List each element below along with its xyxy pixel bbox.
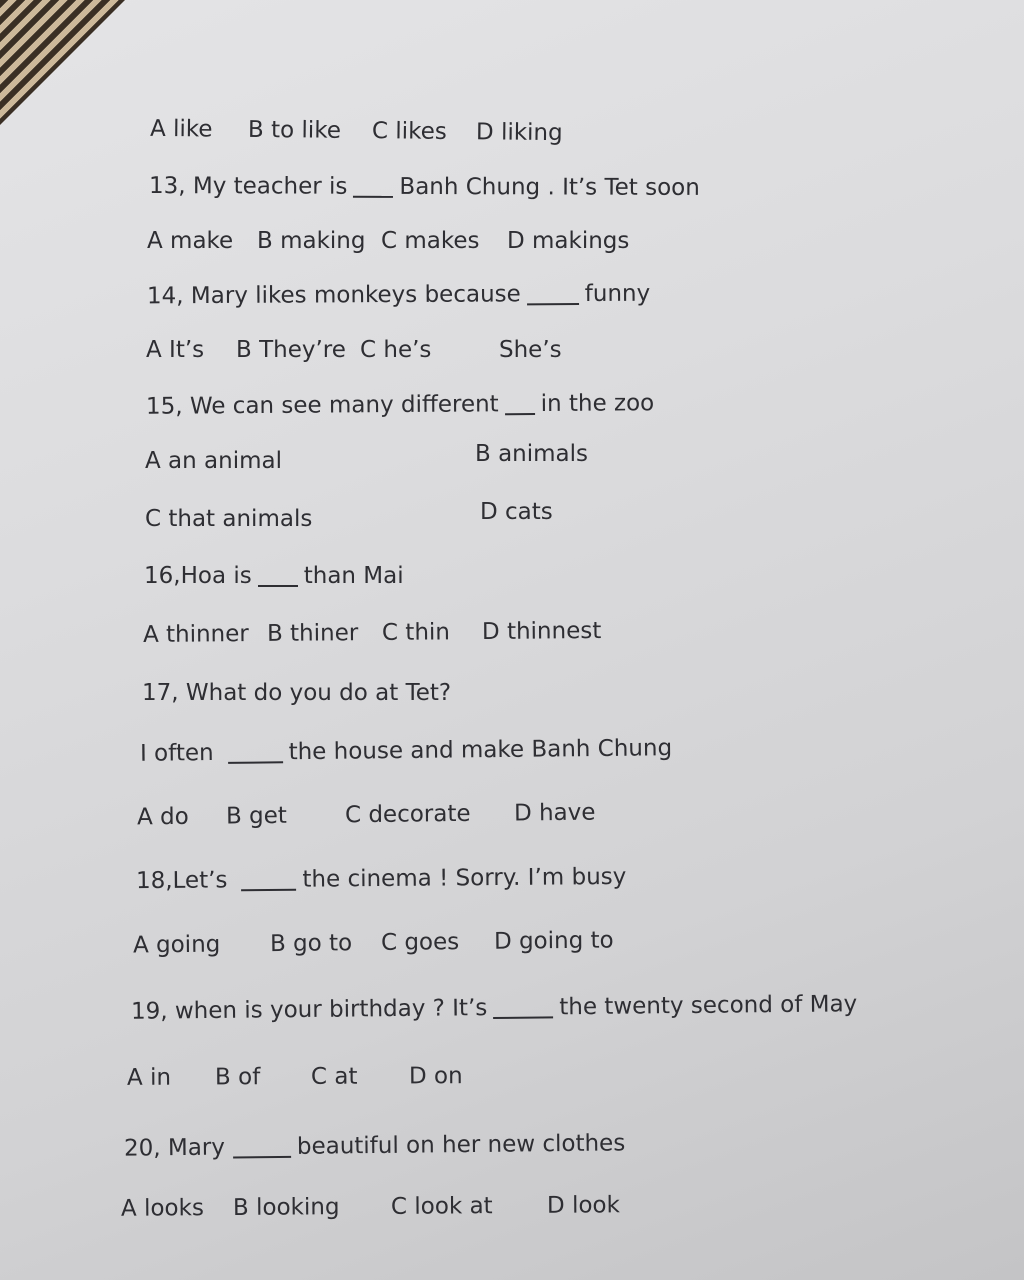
option-a: A going <box>132 931 221 959</box>
option-c: C decorate <box>344 800 471 829</box>
answer-blank <box>493 1015 553 1019</box>
question-text: 18,Let’s <box>135 867 228 895</box>
question-text: Banh Chung . It’s Tet soon <box>399 173 700 201</box>
option-c: C he’s <box>360 337 432 363</box>
question-13 <box>149 173 700 201</box>
option-b: B animals <box>475 441 589 467</box>
option-a: A like <box>149 115 213 143</box>
answer-options-13 <box>147 228 629 254</box>
question-text: the house and make Banh Chung <box>288 735 673 766</box>
option-c: C at <box>310 1063 358 1090</box>
question-16 <box>144 563 404 589</box>
question-text: 17, What do you do at Tet? <box>142 680 452 706</box>
question-14 <box>147 281 650 310</box>
option-b: B to like <box>247 116 342 144</box>
question-text: the cinema ! Sorry. I’m busy <box>302 863 627 893</box>
option-a: A do <box>136 803 189 831</box>
question-text: 15, We can see many different <box>145 391 499 420</box>
option-d: D thinnest <box>481 618 602 646</box>
answer-options-19 <box>127 1063 463 1091</box>
question-17-sentence <box>140 735 672 767</box>
question-text: 16,Hoa is <box>144 563 252 589</box>
question-text: than Mai <box>303 563 404 589</box>
option-d: D look <box>546 1192 620 1219</box>
option-b: B making <box>257 228 366 254</box>
question-text: I often <box>139 740 214 767</box>
option-b: B get <box>225 802 287 830</box>
question-text: funny <box>584 280 651 308</box>
answer-blank <box>242 888 297 891</box>
option-d: D makings <box>507 228 630 254</box>
option-d: D liking <box>475 119 563 147</box>
question-text: 19, when is your birthday ? It’s <box>130 995 488 1025</box>
option-a: A make <box>147 228 234 254</box>
option-c: C goes <box>380 929 460 956</box>
question-text: in the zoo <box>540 390 655 418</box>
question-15 <box>146 390 654 420</box>
option-d: D have <box>513 799 596 827</box>
question-17 <box>142 680 451 706</box>
answer-blank <box>527 302 579 305</box>
option-b: B go to <box>269 930 353 958</box>
option-c: C makes <box>381 228 480 254</box>
option-d: D going to <box>493 927 614 955</box>
option-a: A It’s <box>146 337 205 363</box>
question-text: beautiful on her new clothes <box>296 1130 626 1160</box>
option-d: D on <box>408 1063 463 1090</box>
question-text: 20, Mary <box>123 1134 226 1162</box>
answer-options-17 <box>137 800 596 831</box>
answer-options-15-row1 <box>145 441 589 474</box>
option-a: A in <box>126 1064 172 1091</box>
option-d: She’s <box>499 337 562 363</box>
answer-blank <box>353 195 393 198</box>
answer-options-16 <box>143 618 602 648</box>
option-c: C thin <box>381 619 451 646</box>
answer-blank <box>258 584 298 587</box>
option-b: B They’re <box>236 337 346 363</box>
answer-options-18 <box>133 927 614 958</box>
option-b: B thiner <box>266 620 359 647</box>
option-c: C look at <box>390 1193 493 1220</box>
option-b: B looking <box>232 1194 340 1221</box>
option-c: C that animals <box>145 506 313 532</box>
question-18 <box>136 864 627 894</box>
answer-options-12 <box>150 116 563 146</box>
option-a: A an animal <box>145 448 282 474</box>
question-text: 13, My teacher is <box>148 173 348 200</box>
option-d: D cats <box>480 499 553 525</box>
option-a: A looks <box>120 1195 204 1222</box>
option-b: B of <box>214 1064 261 1091</box>
question-20 <box>124 1130 626 1161</box>
answer-blank <box>505 412 535 415</box>
answer-options-20 <box>121 1192 620 1221</box>
question-text: 14, Mary likes monkeys because <box>146 281 521 310</box>
option-c: C likes <box>371 118 447 145</box>
answer-blank <box>228 760 283 764</box>
answer-options-14 <box>146 337 562 363</box>
option-a: A thinner <box>142 621 249 648</box>
answer-options-15-row2 <box>145 499 553 532</box>
answer-blank <box>233 1155 291 1159</box>
question-text: the twenty second of May <box>559 991 858 1021</box>
